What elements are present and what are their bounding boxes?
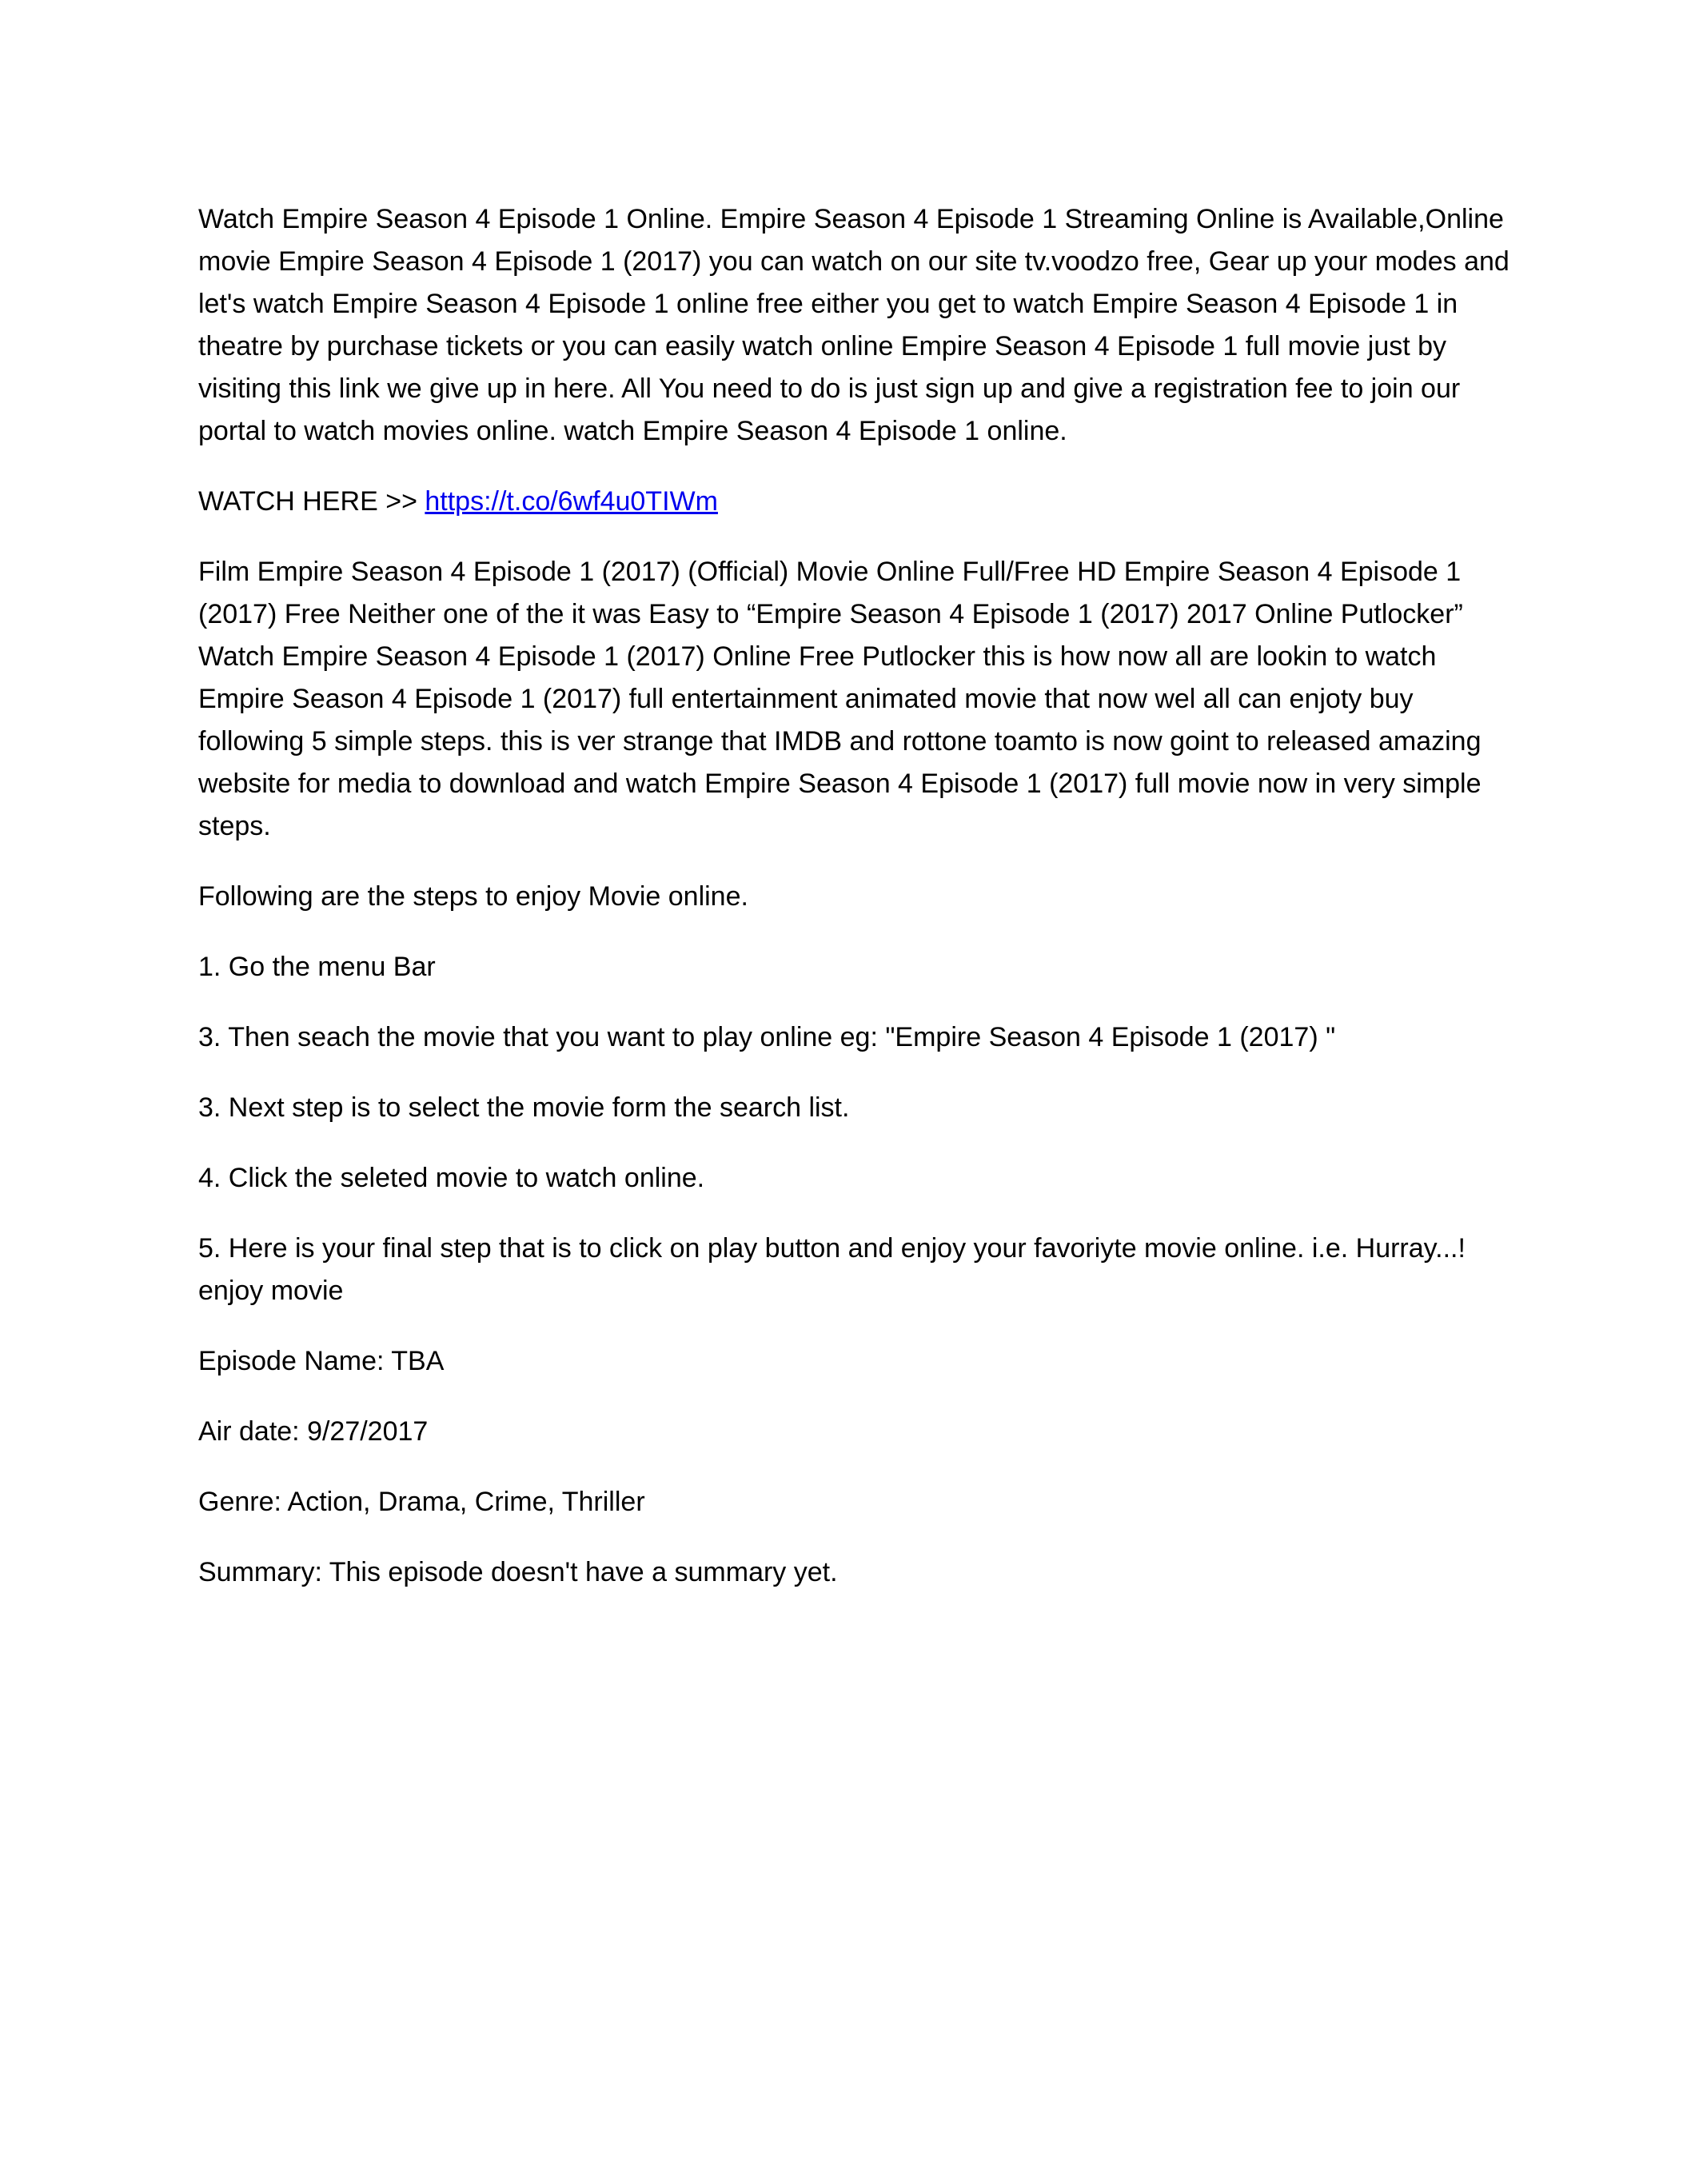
steps-intro: Following are the steps to enjoy Movie online. [198,881,748,912]
step-item: 1. Go the menu Bar [198,952,436,982]
air-date: Air date: 9/27/2017 [198,1416,429,1447]
step-item: 3. Then seach the movie that you want to play online eg: "Empire Season 4 Episode 1 (2017) " [198,1022,1336,1052]
intro-paragraph: Watch Empire Season 4 Episode 1 Online. Empire Season 4 Episode 1 Streaming Online is Available,Online movie Empire Season 4 Episode 1 (2017) you can watch on our site tv.voodzo free, Gear up your modes and let's watch Empire Season 4 Episode 1 online free either you get to watch Empire Season 4 Episode 1 in theatre by purchase tickets or you can easily watch online Empire Season 4 Episode 1 full movie just by visiting this link we give up in here. All You need to do is just sign up and give a registration fee to join our portal to watch movies online. watch Empire Season 4 Episode 1 online. [198,204,1510,446]
step-item: 4. Click the seleted movie to watch online. [198,1163,705,1193]
film-paragraph: Film Empire Season 4 Episode 1 (2017) (Official) Movie Online Full/Free HD Empire Season 4 Episode 1 (2017) Free Neither one of the it was Easy to “Empire Season 4 Episode 1 (2017) 2017 Online Putlocker” Watch Empire Season 4 Episode 1 (2017) Online Free Putlocker this is how now all are lookin to watch Empire Season 4 Episode 1 (2017) full entertainment animated movie that now wel all can enjoty buy following 5 simple steps. this is ver strange that IMDB and rottone toamto is now goint to released amazing website for media to download and watch Empire Season 4 Episode 1 (2017) full movie now in very simple steps. [198,557,1482,841]
watch-here-label: WATCH HERE >> [198,486,425,517]
watch-here-link[interactable]: https://t.co/6wf4u0TIWm [425,486,718,517]
watch-here-line [198,481,1510,523]
episode-name: Episode Name: TBA [198,1346,445,1376]
genre: Genre: Action, Drama, Crime, Thriller [198,1487,645,1517]
step-item: 5. Here is your final step that is to click on play button and enjoy your favoriyte movie online. i.e. Hurray...! enjoy movie [198,1233,1466,1306]
summary: Summary: This episode doesn't have a summary yet. [198,1557,838,1587]
document-body [198,198,1510,1622]
step-item: 3. Next step is to select the movie form the search list. [198,1092,850,1123]
